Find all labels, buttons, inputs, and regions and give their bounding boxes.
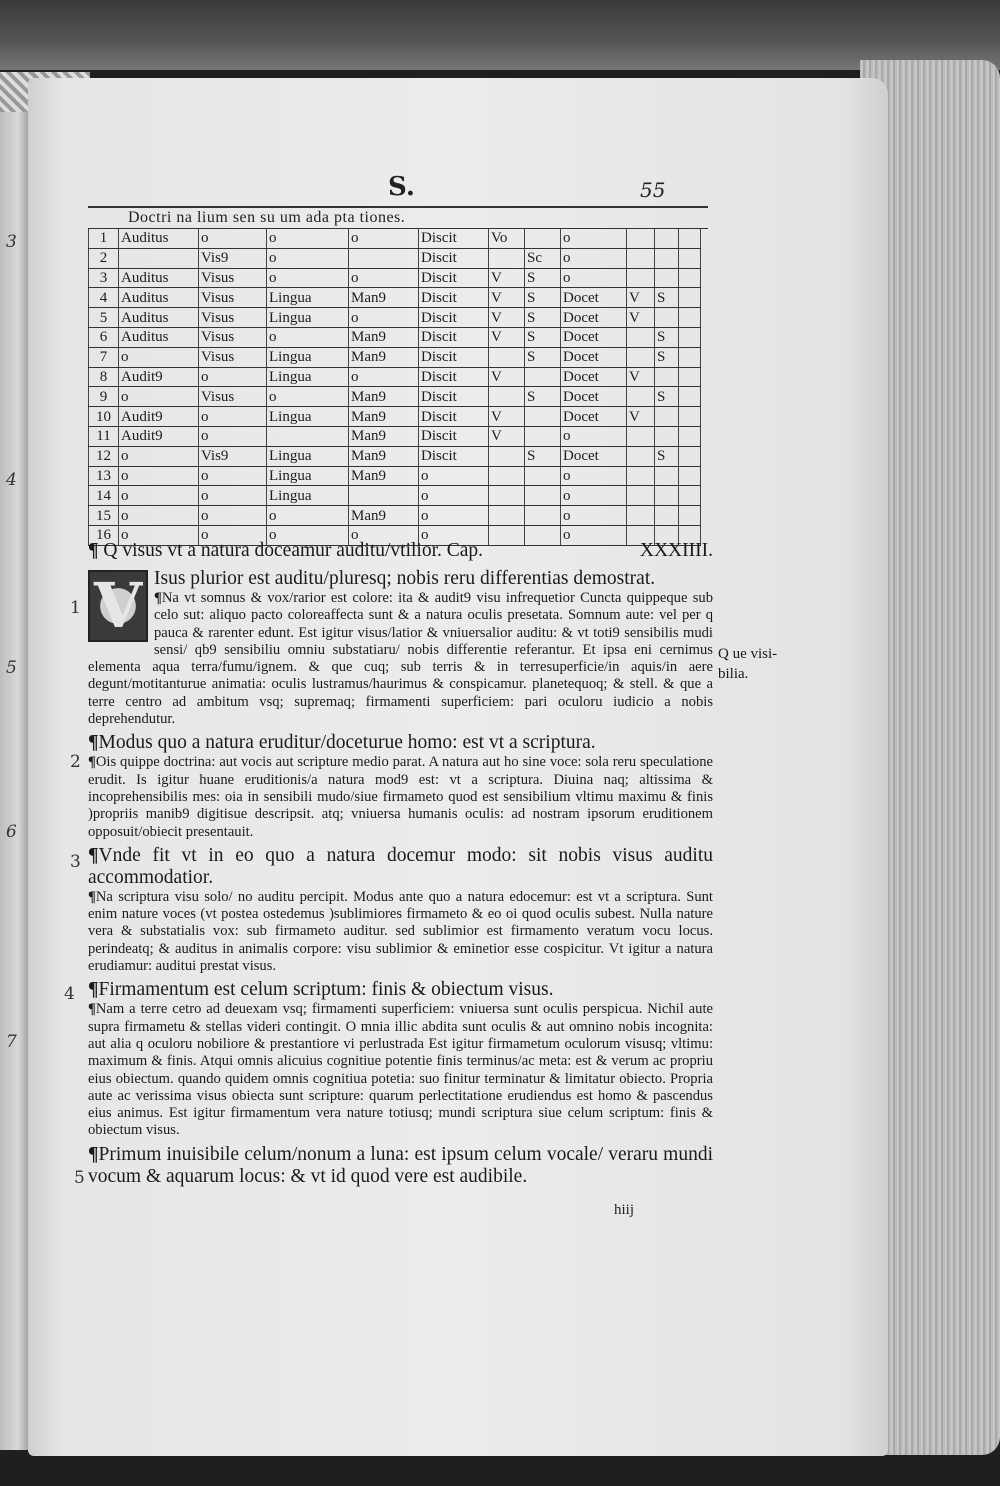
table-cell: V <box>627 367 655 387</box>
decorated-initial: V <box>88 570 148 642</box>
table-cell: Discit <box>419 347 489 367</box>
table-cell <box>655 426 679 446</box>
table-cell <box>119 248 199 268</box>
margin-note-line: Q ue visi- <box>718 646 778 662</box>
table-cell: Docet <box>561 407 627 427</box>
paragraph-heading <box>88 1144 713 1188</box>
table-row <box>89 446 701 466</box>
table-cell: Discit <box>419 387 489 407</box>
table-cell: Discit <box>419 248 489 268</box>
margin-number: 2 <box>70 752 81 772</box>
table-cell <box>679 248 701 268</box>
table-cell: V <box>627 288 655 308</box>
table-cell: S <box>525 308 561 328</box>
table-cell <box>655 407 679 427</box>
table-cell: Man9 <box>349 426 419 446</box>
paragraph-heading <box>88 845 713 889</box>
table-row <box>89 506 701 526</box>
table-cell: S <box>525 288 561 308</box>
table-cell <box>627 387 655 407</box>
table-cell <box>525 367 561 387</box>
table-cell: 11 <box>89 426 119 446</box>
table-cell <box>655 308 679 328</box>
table-cell <box>627 248 655 268</box>
pilcrow-icon: ¶ <box>88 540 99 561</box>
p4-heading: Firmamentum est celum scriptum: finis & obiectum visus. <box>98 979 554 1001</box>
text-block <box>88 568 713 1188</box>
table-caption: Doctri na lium sen su um ada pta tiones. <box>88 208 708 229</box>
book-cover-top <box>0 0 1000 70</box>
table-cell: o <box>199 486 267 506</box>
table-cell: Auditus <box>119 229 199 248</box>
table-cell: Man9 <box>349 446 419 466</box>
table-cell <box>525 426 561 446</box>
table-row <box>89 229 701 248</box>
table-cell <box>679 387 701 407</box>
signature-mark: hiij <box>614 1202 635 1218</box>
facing-page-number: 5 <box>6 658 17 678</box>
table-cell <box>679 446 701 466</box>
table-cell: o <box>119 387 199 407</box>
table-cell: o <box>349 367 419 387</box>
pilcrow-icon: ¶ <box>88 888 96 905</box>
table-cell <box>679 407 701 427</box>
table-cell: S <box>525 387 561 407</box>
table-cell: o <box>199 506 267 526</box>
table-cell <box>679 229 701 248</box>
table-cell <box>679 268 701 288</box>
table-cell: Docet <box>561 387 627 407</box>
paragraph-heading <box>88 979 713 1001</box>
table-cell <box>525 506 561 526</box>
table-cell: 2 <box>89 248 119 268</box>
table-cell: o <box>267 525 349 545</box>
table-cell: V <box>489 426 525 446</box>
table-cell: 9 <box>89 387 119 407</box>
table-cell: o <box>267 229 349 248</box>
table-cell: S <box>655 288 679 308</box>
table-cell: 3 <box>89 268 119 288</box>
table-cell: o <box>267 268 349 288</box>
table-row <box>89 407 701 427</box>
table-cell: Lingua <box>267 367 349 387</box>
table-row <box>89 308 701 328</box>
table-cell: o <box>199 229 267 248</box>
p5-heading: Primum inuisibile celum/nonum a luna: est ipsum celum vocale/ veraru mundi vocum & aquarum locus: & vt id quod vere est audibile. <box>88 1143 713 1187</box>
table-cell <box>655 486 679 506</box>
p2-heading: Modus quo a natura eruditur/doceturue homo: est vt a scriptura. <box>98 732 596 754</box>
table-cell <box>679 347 701 367</box>
table-cell <box>679 288 701 308</box>
table-cell: Man9 <box>349 387 419 407</box>
table-cell <box>627 327 655 347</box>
paragraph-body <box>88 889 713 975</box>
table-cell: S <box>655 327 679 347</box>
pilcrow-icon: ¶ <box>88 1143 99 1165</box>
table-cell <box>525 466 561 486</box>
p3-heading: Vnde fit vt in eo quo a natura docemur modo: sit nobis visus auditu accommodatior. <box>88 844 713 888</box>
table-cell: Visus <box>199 288 267 308</box>
table-cell: Auditus <box>119 327 199 347</box>
table-cell: o <box>561 268 627 288</box>
table-cell: Man9 <box>349 407 419 427</box>
table-cell: Audit9 <box>119 407 199 427</box>
paragraph-heading <box>88 732 713 754</box>
paragraph-heading <box>88 568 713 642</box>
table-cell: Lingua <box>267 347 349 367</box>
table-cell: o <box>349 308 419 328</box>
table-cell <box>627 426 655 446</box>
table-cell: o <box>419 506 489 526</box>
margin-number: 4 <box>64 984 75 1004</box>
table-cell: S <box>655 347 679 367</box>
table-cell: Visus <box>199 387 267 407</box>
table-cell: V <box>489 367 525 387</box>
table-cell <box>489 506 525 526</box>
facing-page-edge <box>0 110 30 1450</box>
pilcrow-icon: ¶ <box>88 1001 96 1018</box>
table-cell: o <box>561 506 627 526</box>
table-cell: S <box>655 446 679 466</box>
table-cell: Docet <box>561 308 627 328</box>
table-cell: o <box>119 525 199 545</box>
table-row <box>89 347 701 367</box>
table-cell: Discit <box>419 327 489 347</box>
table-cell: o <box>349 525 419 545</box>
facing-page-number: 4 <box>6 470 17 490</box>
table-cell: S <box>525 327 561 347</box>
table-cell: V <box>489 327 525 347</box>
chapter-title <box>88 540 483 562</box>
table-cell <box>655 248 679 268</box>
table-cell <box>679 426 701 446</box>
table-cell: o <box>267 248 349 268</box>
table-cell: V <box>627 407 655 427</box>
table-cell <box>627 229 655 248</box>
table-cell <box>655 229 679 248</box>
table-cell: Vis9 <box>199 446 267 466</box>
table-cell <box>627 347 655 367</box>
table-cell <box>627 446 655 466</box>
pilcrow-icon: ¶ <box>88 732 99 754</box>
paragraph-body <box>88 1001 713 1139</box>
table-cell: 15 <box>89 506 119 526</box>
table-cell: Man9 <box>349 288 419 308</box>
running-head: S. <box>388 172 415 202</box>
table-cell: Man9 <box>349 347 419 367</box>
table-cell <box>655 466 679 486</box>
table-cell <box>679 506 701 526</box>
table-cell: Visus <box>199 347 267 367</box>
table-cell: Visus <box>199 268 267 288</box>
table-cell: V <box>489 288 525 308</box>
margin-note <box>718 644 777 684</box>
paragraph-body <box>88 754 713 840</box>
table-cell <box>679 308 701 328</box>
table-cell: S <box>525 347 561 367</box>
table-cell: 10 <box>89 407 119 427</box>
table-cell: 13 <box>89 466 119 486</box>
margin-number: 1 <box>70 598 81 618</box>
table-cell: o <box>119 347 199 367</box>
table-cell: Man9 <box>349 327 419 347</box>
table-cell: Discit <box>419 446 489 466</box>
table-cell: Discit <box>419 367 489 387</box>
table-cell: Discit <box>419 268 489 288</box>
table-cell <box>525 407 561 427</box>
table-cell: Sc <box>525 248 561 268</box>
table-cell: Lingua <box>267 407 349 427</box>
chapter-heading <box>88 540 713 562</box>
chapter-title-text: Q visus vt a natura doceamur auditu/vtilior. Cap. <box>103 540 484 561</box>
table-row <box>89 268 701 288</box>
table-cell: Auditus <box>119 268 199 288</box>
table-cell <box>679 486 701 506</box>
table-cell <box>627 486 655 506</box>
table-cell: V <box>489 308 525 328</box>
table-cell <box>525 229 561 248</box>
table-cell: S <box>525 446 561 466</box>
table-cell <box>655 367 679 387</box>
table-cell <box>349 248 419 268</box>
table-cell: Lingua <box>267 446 349 466</box>
table-cell: 14 <box>89 486 119 506</box>
table-cell: Discit <box>419 308 489 328</box>
table-cell: S <box>525 268 561 288</box>
table-cell: Docet <box>561 367 627 387</box>
table-cell: Docet <box>561 347 627 367</box>
p4-body: Nam a terre cetro ad deuexam vsq; firmamenti superficiem: vniuersa sunt oculis perspicua. Nichil aute supra firmametu & stellas videri contingit. O mnia illic abdita sunt oculis & aut omnino nobis incognita: aut alia q oculoru nobiliore & prestantiore vi perlustrada Est igitur firmametum oculorum visusq; vltimu: maximum & finis. Atqui omnis alicuius cognitiue potentie finis terminus/ac meta: est & verum ac propriu eius obiectum. quando quidem omnis cognitiua potetia: suo finitur terminatur & limitatur obiecto. Propria aute ac verissima visus obiecta sunt scripture: quarum perlectitatione erudiendus est homo & pascendus eius animus. Est igitur firmamentum vera nature totiusq; mundi scriptura siue celum scriptum: finis & obiectum visus. <box>88 1001 713 1139</box>
table-cell <box>525 486 561 506</box>
table-cell: o <box>561 466 627 486</box>
table-cell: Lingua <box>267 288 349 308</box>
table-cell: Discit <box>419 288 489 308</box>
table-cell: Docet <box>561 327 627 347</box>
table-cell: o <box>267 506 349 526</box>
margin-number: 5 <box>74 1168 85 1188</box>
table-cell <box>679 367 701 387</box>
table-cell: o <box>561 486 627 506</box>
table-cell: 8 <box>89 367 119 387</box>
table-cell <box>655 268 679 288</box>
table-cell: 16 <box>89 525 119 545</box>
table-cell: o <box>199 525 267 545</box>
table-cell: o <box>561 525 627 545</box>
table-cell: o <box>119 486 199 506</box>
table-cell: Auditus <box>119 288 199 308</box>
table-cell <box>627 466 655 486</box>
table-cell <box>267 426 349 446</box>
table-cell: 7 <box>89 347 119 367</box>
combinations-table <box>88 208 708 546</box>
table-row <box>89 387 701 407</box>
table-cell: 12 <box>89 446 119 466</box>
table-row <box>89 367 701 387</box>
table-cell <box>489 486 525 506</box>
table-cell <box>489 387 525 407</box>
table-cell <box>655 506 679 526</box>
table-cell: o <box>561 426 627 446</box>
table-cell: Man9 <box>349 506 419 526</box>
p1-body: Na vt somnus & vox/rarior est colore: ita & audit9 visu infrequetior Cuncta quippeque sub celo sut: aliquo pacto coloreaffecta sunt & a natura oculis presetata. Somnum aute: vel per q pauca & rarenter edunt. Est igitur visus/latior & vniuersalior auditu: & vt toti9 sensibilis mudi sensi/ qb9 sensibiliu omniu substatiaru/ nobis differentie referantur. Et ipsa eni cernimus elementa aqua terra/fumu/ignem. & que cuq; sub terris & in terresuperficie/in aquis/in aere degunt/motitanturue animatia: oculis lustramus/haurimus & conspicamur. planetequoq; & stell. & que a terre centro ad ambitum vsq; supremaq; firmamenti superficiem: pari oculoru iudicio a nobis deprehendutur. <box>88 590 713 728</box>
table-cell: o <box>199 367 267 387</box>
table-cell: o <box>119 466 199 486</box>
table-row <box>89 466 701 486</box>
table-cell: o <box>199 426 267 446</box>
table-cell: o <box>199 407 267 427</box>
table-cell: V <box>489 268 525 288</box>
table-cell: o <box>349 229 419 248</box>
pilcrow-icon: ¶ <box>88 979 99 1001</box>
pilcrow-icon: ¶ <box>88 844 99 866</box>
table-cell <box>679 327 701 347</box>
table-cell <box>489 248 525 268</box>
table-cell: Vis9 <box>199 248 267 268</box>
table-grid <box>88 229 701 546</box>
table-cell: V <box>627 308 655 328</box>
table-cell: o <box>119 446 199 466</box>
table-cell <box>627 506 655 526</box>
table-cell: Discit <box>419 407 489 427</box>
table-cell: 4 <box>89 288 119 308</box>
table-row <box>89 486 701 506</box>
table-cell: Visus <box>199 327 267 347</box>
table-cell: o <box>561 229 627 248</box>
table-row <box>89 248 701 268</box>
table-cell: o <box>119 506 199 526</box>
p1-heading: Isus plurior est auditu/pluresq; nobis reru differentias demostrat. <box>154 568 656 589</box>
table-cell <box>489 347 525 367</box>
table-cell: Discit <box>419 229 489 248</box>
table-cell: S <box>655 387 679 407</box>
table-cell <box>679 466 701 486</box>
facing-page-number: 7 <box>6 1032 17 1052</box>
p3-body: Na scriptura visu solo/ no auditu percipit. Modus ante quo a natura edocemur: est vt a scriptura. Sunt enim nature voces (vt postea ostedemus )sublimiores firmameto & eo oi quod oculis subest. Nulla nature vera & substatialis vox: sub firmameto auditur. sed sublimior est firmamento veratum vocu locus. perindeatq; & auditus in animalis corpore: visu sublimior & eminetior esse cospicitur. Vt igitur a natura erudiamur: auditui prestat visus. <box>88 888 713 975</box>
table-cell: 5 <box>89 308 119 328</box>
paragraph-body <box>88 590 713 728</box>
facing-page-number: 3 <box>6 232 17 252</box>
table-cell: Lingua <box>267 486 349 506</box>
table-cell: Discit <box>419 426 489 446</box>
table-row <box>89 426 701 446</box>
table-cell: Visus <box>199 308 267 328</box>
table-cell: o <box>267 387 349 407</box>
table-row <box>89 327 701 347</box>
table-cell: o <box>267 327 349 347</box>
table-cell <box>627 268 655 288</box>
table-cell <box>489 466 525 486</box>
table-cell: Audit9 <box>119 426 199 446</box>
folio-number: 55 <box>640 178 666 202</box>
table-cell: Docet <box>561 446 627 466</box>
table-cell <box>489 446 525 466</box>
table-cell: Vo <box>489 229 525 248</box>
table-cell: 1 <box>89 229 119 248</box>
table-row <box>89 288 701 308</box>
chapter-number: XXXIIII. <box>639 540 713 561</box>
pilcrow-icon: ¶ <box>88 754 96 771</box>
table-cell: o <box>419 525 489 545</box>
table-cell: Lingua <box>267 308 349 328</box>
margin-note-line: bilia. <box>718 666 749 682</box>
table-cell: o <box>199 466 267 486</box>
margin-number: 3 <box>70 852 81 872</box>
table-cell: o <box>349 268 419 288</box>
table-cell: Man9 <box>349 466 419 486</box>
table-cell: o <box>419 466 489 486</box>
table-cell: o <box>561 248 627 268</box>
facing-page-number: 6 <box>6 822 17 842</box>
table-cell: 6 <box>89 327 119 347</box>
table-cell: Lingua <box>267 466 349 486</box>
p2-body: Ois quippe doctrina: aut vocis aut scripture medio parat. A natura aut ho sine voce: sola reru speculatione erudit. Is igitur huane eruditionis/a natura mod9 est: vt a scriptura. Diuina naq; altissima & incoprehensibilis mes: oia in sensibili mudo/siue firmameto quod est sensibilium vltimu maximu & finis )propriis manib9 digitisue descripsit. atq; vniuersa humanis oculis: ad nostram ipsorum eruditionem opposuit/obiecit presentauit. <box>88 754 713 840</box>
table-cell: Audit9 <box>119 367 199 387</box>
table-cell: V <box>489 407 525 427</box>
pilcrow-icon: ¶ <box>154 590 162 606</box>
table-cell: Docet <box>561 288 627 308</box>
table-cell <box>349 486 419 506</box>
table-cell: Auditus <box>119 308 199 328</box>
table-cell: o <box>419 486 489 506</box>
